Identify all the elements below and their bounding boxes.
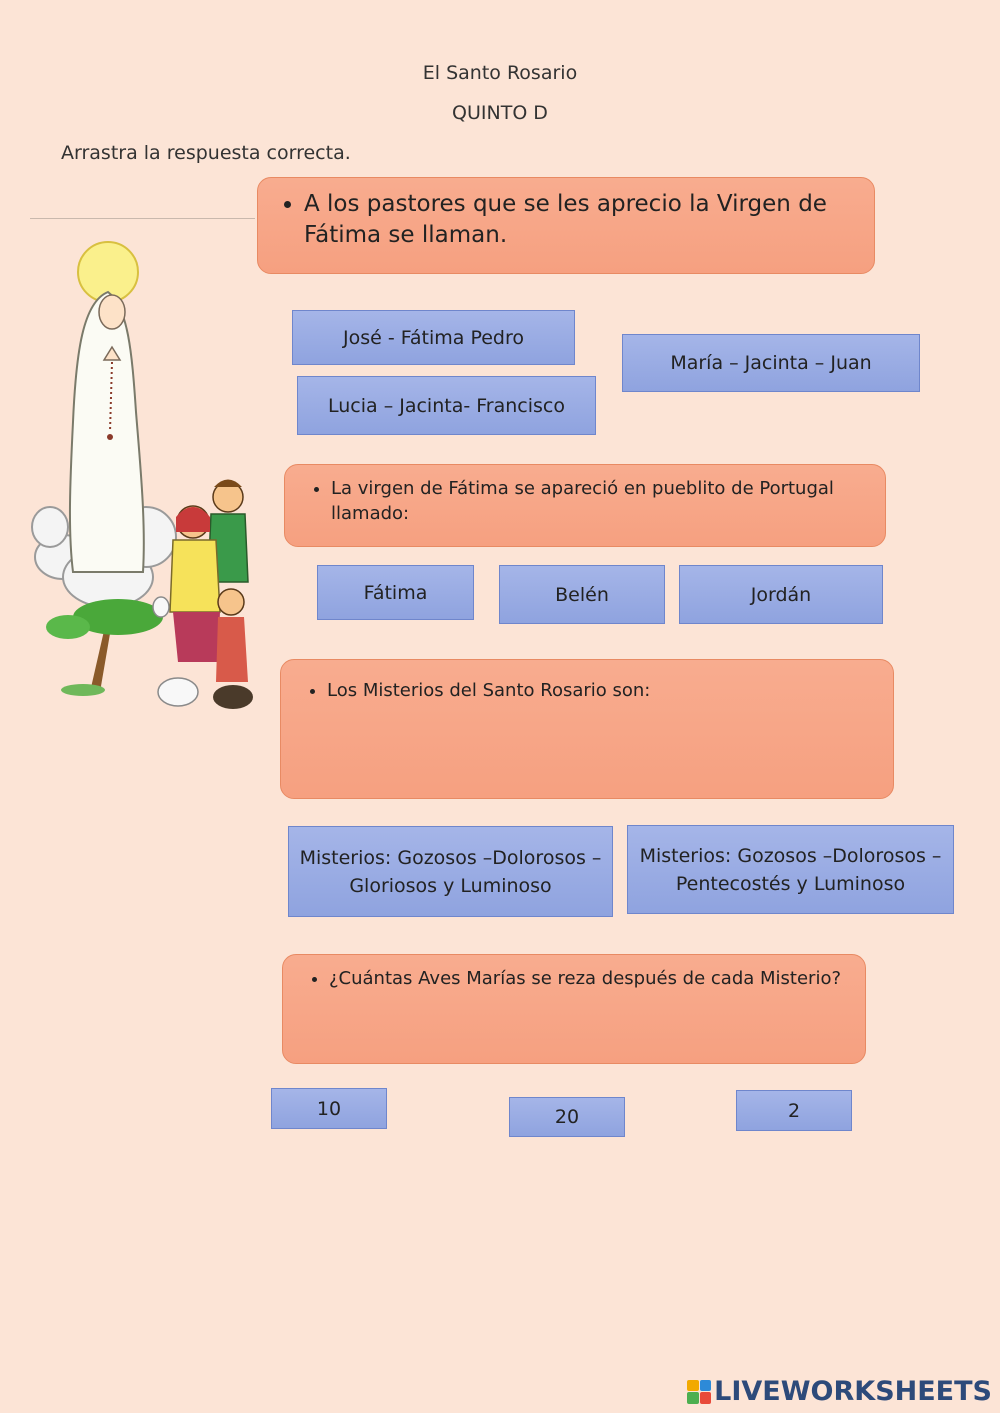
question-1-text: • A los pastores que se les aprecio la Virgen de Fátima se llaman. <box>304 189 874 251</box>
answer-misterios-pentecostes[interactable]: Misterios: Gozosos –Dolorosos – Pentecostés y Luminoso <box>627 825 954 914</box>
answer-lucia-jacinta-francisco[interactable]: Lucia – Jacinta- Francisco <box>297 376 596 435</box>
answer-10[interactable]: 10 <box>271 1088 387 1129</box>
answer-2[interactable]: 2 <box>736 1090 852 1131</box>
shepherd-children-icon <box>153 480 253 710</box>
question-3-box <box>280 659 894 799</box>
answer-misterios-gloriosos[interactable]: Misterios: Gozosos –Dolorosos – Gloriosos y Luminoso <box>288 826 613 917</box>
tree-icon <box>46 599 163 696</box>
answer-maria-jacinta-juan[interactable]: María – Jacinta – Juan <box>622 334 920 392</box>
question-4-text: • ¿Cuántas Aves Marías se reza después de cada Misterio? <box>329 966 865 991</box>
question-1-box <box>257 177 875 274</box>
liveworksheets-icon <box>687 1380 711 1404</box>
answer-20[interactable]: 20 <box>509 1097 625 1137</box>
liveworksheets-logo[interactable] <box>687 1376 992 1407</box>
robe-icon <box>70 292 144 572</box>
question-3-text: • Los Misterios del Santo Rosario son: <box>327 678 893 703</box>
virgin-fatima-illustration <box>28 222 258 727</box>
instruction-text: Arrastra la respuesta correcta. <box>61 142 351 164</box>
brand-name: LIVEWORKSHEETS <box>714 1376 992 1407</box>
answer-jordan[interactable]: Jordán <box>679 565 883 624</box>
answer-fatima[interactable]: Fátima <box>317 565 474 620</box>
answer-jose-fatima-pedro[interactable]: José - Fátima Pedro <box>292 310 575 365</box>
page-title: El Santo Rosario <box>422 62 578 84</box>
answer-belen[interactable]: Belén <box>499 565 665 624</box>
page-subtitle: QUINTO D <box>452 102 548 124</box>
divider-line <box>30 218 255 219</box>
question-4-box <box>282 954 866 1064</box>
question-2-box <box>284 464 886 547</box>
question-2-text: • La virgen de Fátima se apareció en pueblito de Portugal llamado: <box>331 476 885 526</box>
